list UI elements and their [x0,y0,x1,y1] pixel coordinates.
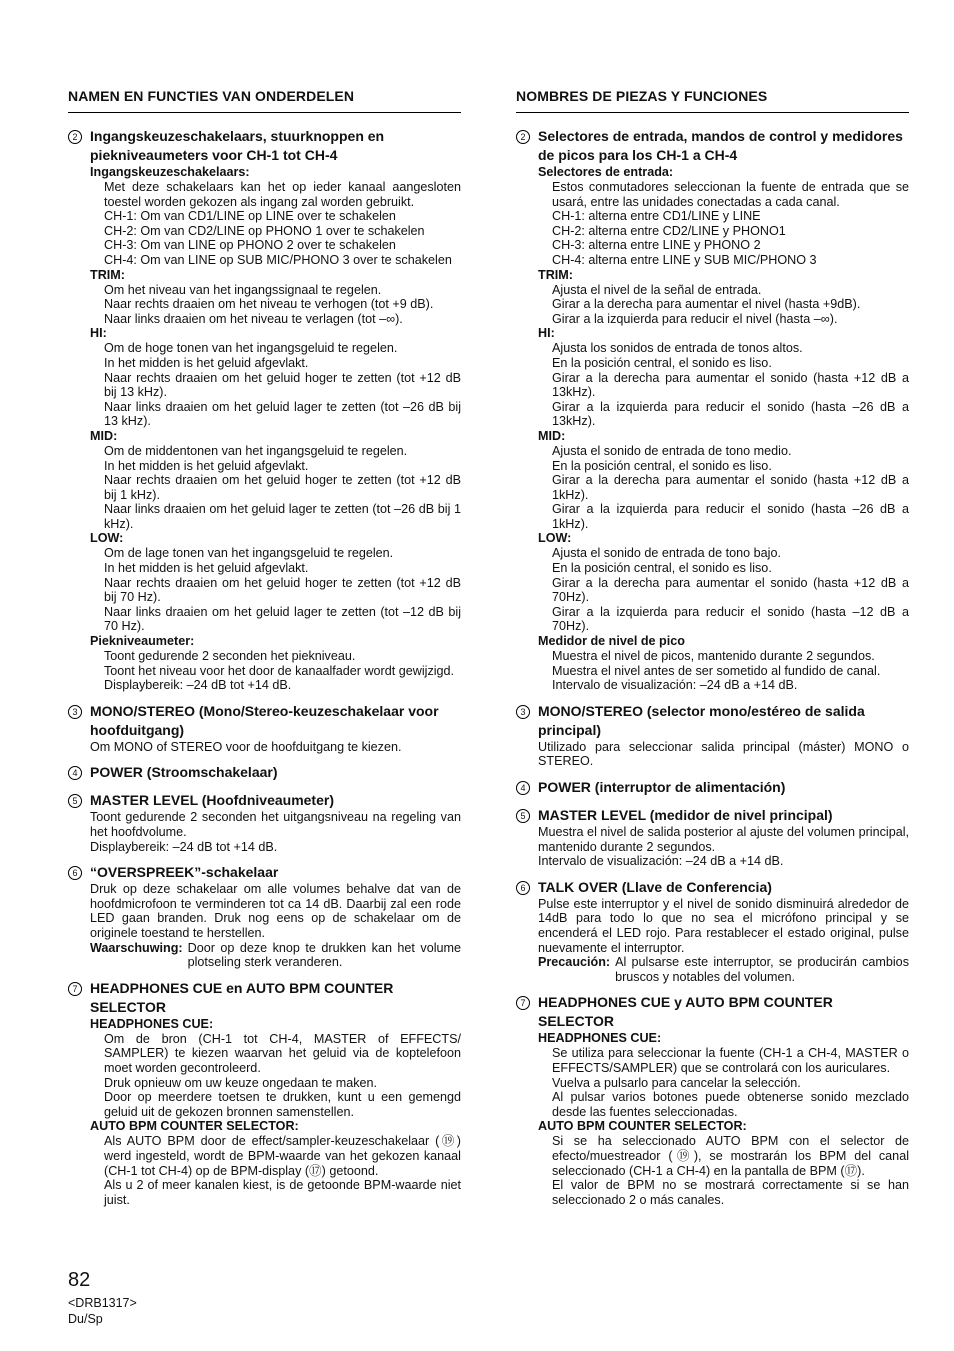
section-body [516,897,909,985]
section-2 [68,127,461,693]
section-6 [68,863,461,970]
description-line: Door op meerdere toetsen te drukken, kunt u een gemengd geluid uit de gekozen bronnen samenstellen. [104,1090,461,1119]
section-title: POWER (interruptor de alimentación) [538,779,786,795]
section-body [68,740,461,755]
description-line: Girar a la derecha para aumentar el sonido (hasta +12 dB a 70Hz). [552,575,909,605]
description-line: Displaybereik: –24 dB tot +14 dB. [90,839,278,854]
description-line: Ajusta los sonidos de entrada de tonos altos. [552,341,803,356]
right-column [516,88,909,1216]
warning-label: Precaución: [538,955,611,970]
description-line: CH-4: Om van LINE op SUB MIC/PHONO 3 over te schakelen [104,252,452,267]
description-line: Naar links draaien om het geluid lager te zetten (tot –12 dB bij 70 Hz). [104,604,461,634]
description-line: Displaybereik: –24 dB tot +14 dB. [104,678,292,693]
document-code [68,1295,137,1327]
section-4 [68,763,461,782]
section-title: Ingangskeuzeschakelaars, stuurknoppen en piekniveaumeters voor CH-1 tot CH-4 [90,128,385,163]
description-line: CH-1: alterna entre CD1/LINE y LINE [552,209,761,224]
subheading: MID: [90,428,118,443]
description-line: En la posición central, el sonido es liso. [552,355,772,370]
description [90,810,461,854]
subheading: HI: [538,326,555,341]
section-body [68,882,461,970]
warning-note [90,941,461,970]
subheading: HI: [90,326,107,341]
subheading: LOW: [538,531,572,546]
description-line: En la posición central, el sonido es liso. [552,561,772,576]
right-column-title: NOMBRES DE PIEZAS Y FUNCIONES [516,88,909,113]
description-line: El valor de BPM no se mostrará correctamente si se han seleccionado 2 o más canales. [552,1178,909,1207]
description-line: Om de hoge tonen van het ingangsgeluid te regelen. [104,341,398,356]
description-line: Vuelva a pulsarlo para cancelar la selección. [552,1075,801,1090]
section-heading [516,127,909,165]
description [538,341,909,429]
description [538,283,909,327]
description-line: Om MONO of STEREO voor de hoofduitgang te kiezen. [90,739,402,754]
description-line: CH-2: alterna entre CD2/LINE y PHONO1 [552,223,786,238]
page-number: 82 [68,1269,91,1291]
description-line: Intervalo de visualización: –24 dB a +14 dB. [552,678,798,693]
section-number-badge: 6 [516,881,530,895]
section-number-badge: 4 [516,781,530,795]
description [90,444,461,532]
section-body [516,740,909,769]
section-number-badge: 7 [68,982,82,996]
description [90,649,461,693]
section-body [68,810,461,854]
description-line: Girar a la izquierda para reducir el sonido (hasta –26 dB a 1kHz). [552,502,909,531]
description-line: Muestra el nivel antes de ser sometido al fundido de canal. [552,663,881,678]
section-body [68,165,461,693]
description [538,1134,909,1207]
left-sections [68,127,461,1207]
description-line: Ajusta el nivel de la señal de entrada. [552,282,762,297]
description-line: CH-3: alterna entre LINE y PHONO 2 [552,238,761,253]
description-line: Ajusta el sonido de entrada de tono medio. [552,443,792,458]
section-number-badge: 7 [516,996,530,1010]
description [90,1134,461,1207]
description-line: En la posición central, el sonido es liso. [552,458,772,473]
description [90,882,461,940]
section-body [516,165,909,693]
description [538,180,909,268]
description-line: Als u 2 of meer kanalen kiest, is de getoonde BPM-waarde niet juist. [104,1178,461,1207]
description-line: Si se ha seleccionado AUTO BPM con el selector de efecto/muestreador (⑲), se mostrarán los BPM del canal seleccionado (CH-1 a CH-4) en la pantalla de BPM (⑰). [552,1134,909,1178]
section-number-badge: 4 [68,766,82,780]
subheading: Piekniveaumeter: [90,634,195,649]
description-line: Intervalo de visualización: –24 dB a +14 dB. [538,854,784,869]
section-title: MONO/STEREO (selector mono/estéreo de salida principal) [538,702,865,738]
subheading: Selectores de entrada: [538,165,674,179]
description-line: Naar rechts draaien om het geluid hoger te zetten (tot +12 dB bij 1 kHz). [104,473,461,502]
section-heading [68,791,461,810]
warning-text: Door op deze knop te drukken kan het volume plotseling sterk veranderen. [187,940,461,970]
section-7 [516,993,909,1207]
description-line: CH-2: Om van CD2/LINE op PHONO 1 over te schakelen [104,223,425,238]
description [90,180,461,268]
description-line: Naar links draaien om het niveau te verlagen (tot –∞). [104,311,403,326]
subheading: Ingangskeuzeschakelaars: [90,165,250,179]
left-column-title: NAMEN EN FUNCTIES VAN ONDERDELEN [68,88,461,113]
section-title: POWER (Stroomschakelaar) [90,764,278,781]
subheading: TRIM: [538,267,573,282]
section-title: TALK OVER (Llave de Conferencia) [538,878,772,895]
description [90,341,461,429]
section-6 [516,878,909,985]
description [538,740,909,769]
subheading: Medidor de nivel de pico [538,634,685,649]
warning-note [538,955,909,984]
description [90,546,461,634]
section-number-badge: 5 [68,794,82,808]
section-heading [516,778,909,797]
description-line: Girar a la derecha para aumentar el sonido (hasta +12 dB a 1kHz). [552,473,909,502]
section-heading [68,702,461,740]
description-line: Druk opnieuw om uw keuze ongedaan te maken. [104,1075,378,1090]
section-number-badge: 2 [516,130,530,144]
description-line: In het midden is het geluid afgevlakt. [104,561,309,576]
description [538,825,909,869]
description [538,444,909,532]
subheading: HEADPHONES CUE: [538,1031,662,1046]
description-line: Girar a la izquierda para reducir el sonido (hasta –12 dB a 70Hz). [552,604,909,634]
description-line: Girar a la izquierda para reducir el sonido (hasta –26 dB a 13kHz). [552,399,909,429]
section-heading [68,763,461,782]
section-title: MONO/STEREO (Mono/Stereo-keuzeschakelaar voor hoofduitgang) [90,702,439,738]
section-heading [516,878,909,897]
subheading: TRIM: [90,267,125,282]
section-number-badge: 3 [68,705,82,719]
section-heading [516,806,909,825]
description [538,546,909,634]
section-3 [68,702,461,755]
section-body [516,825,909,869]
description-line: Druk op deze schakelaar om alle volumes behalve dat van de hoofdmicrofoon te verminderen tot ca 14 dB. Daarbij zal een rode LED gaan branden. Druk nog eens op de schakelaar om de originele toestand te herstellen. [90,882,461,940]
model-code: <DRB1317> [68,1296,137,1310]
description-line: Girar a la derecha para aumentar el nivel (hasta +9dB). [552,297,861,312]
section-5 [516,806,909,869]
description-line: Om de bron (CH-1 tot CH-4, MASTER of EFFECTS/ SAMPLER) te kiezen waarvan het geluid via de koptelefoon moet worden gecontroleerd. [104,1031,461,1075]
description-line: CH-1: Om van CD1/LINE op LINE over te schakelen [104,209,396,224]
description-line: Toont gedurende 2 seconden het uitgangsniveau na regeling van het hoofdvolume. [90,810,461,839]
description-line: Girar a la derecha para aumentar el sonido (hasta +12 dB a 13kHz). [552,370,909,400]
section-body [516,1031,909,1207]
description-line: Se utiliza para seleccionar la fuente (CH-1 a CH-4, MASTER o EFFECTS/SAMPLER) que se controlará con los auriculares. [552,1046,909,1075]
section-title: Selectores de entrada, mandos de control y medidores de picos para los CH-1 a CH-4 [538,128,903,163]
left-column [68,88,461,1216]
section-title: HEADPHONES CUE y AUTO BPM COUNTER SELECTOR [538,994,833,1030]
subheading: AUTO BPM COUNTER SELECTOR: [538,1119,747,1134]
section-2 [516,127,909,693]
description [90,1032,461,1120]
section-number-badge: 3 [516,705,530,719]
section-title: MASTER LEVEL (Hoofdniveaumeter) [90,792,334,809]
description-line: Naar rechts draaien om het geluid hoger te zetten (tot +12 dB bij 13 kHz). [104,370,461,400]
description-line: Muestra el nivel de salida posterior al ajuste del volumen principal, mantenido durante 2 segundos. [538,825,909,854]
warning-label: Waarschuwing: [90,940,183,955]
section-number-badge: 2 [68,130,82,144]
description-line: Om de lage tonen van het ingangsgeluid te regelen. [104,546,394,561]
description-line: In het midden is het geluid afgevlakt. [104,458,309,473]
right-sections [516,127,909,1207]
section-number-badge: 5 [516,809,530,823]
description [538,1046,909,1119]
section-heading [68,863,461,882]
description-line: Ajusta el sonido de entrada de tono bajo. [552,546,781,561]
language-code: Du/Sp [68,1312,103,1326]
section-title: “OVERSPREEK”-schakelaar [90,864,279,881]
section-heading [68,127,461,165]
section-7 [68,979,461,1208]
section-body [68,1017,461,1208]
description-line: Toont gedurende 2 seconden het piekniveau. [104,649,356,664]
description-line: Naar rechts draaien om het niveau te verhogen (tot +9 dB). [104,297,434,312]
description-line: Naar rechts draaien om het geluid hoger te zetten (tot +12 dB bij 70 Hz). [104,575,461,605]
description-line: Toont het niveau voor het door de kanaalfader wordt gewijzigd. [104,663,455,678]
description-line: Als AUTO BPM door de effect/sampler-keuzeschakelaar (⑲) werd ingesteld, wordt de BPM-waarde van het gekozen kanaal (CH-1 tot CH-4) op de BPM-display (⑰) getoond. [104,1134,461,1178]
description [90,283,461,327]
description [538,649,909,693]
section-title: HEADPHONES CUE en AUTO BPM COUNTER SELECTOR [90,979,394,1015]
section-heading [68,979,461,1017]
section-heading [516,702,909,740]
section-heading [516,993,909,1031]
section-4 [516,778,909,797]
section-number-badge: 6 [68,866,82,880]
subheading: MID: [538,428,566,443]
description-line: CH-3: Om van LINE op PHONO 2 over te schakelen [104,238,396,253]
section-5 [68,791,461,854]
description [538,897,909,955]
description-line: Om het niveau van het ingangssignaal te regelen. [104,282,382,297]
warning-text: Al pulsarse este interruptor, se producirán cambios bruscos y notables del volumen. [615,955,909,984]
section-title: MASTER LEVEL (medidor de nivel principal) [538,807,833,823]
description-line: In het midden is het geluid afgevlakt. [104,355,309,370]
description-line: Utilizado para seleccionar salida principal (máster) MONO o STEREO. [538,739,909,769]
subheading: LOW: [90,531,124,546]
description-line: Naar links draaien om het geluid lager te zetten (tot –26 dB bij 1 kHz). [104,502,461,531]
description [90,740,461,755]
description-line: Naar links draaien om het geluid lager te zetten (tot –26 dB bij 13 kHz). [104,399,461,429]
description-line: Al pulsar varios botones puede obtenerse sonido mezclado desde las fuentes seleccionadas. [552,1090,909,1119]
description-line: Muestra el nivel de picos, mantenido durante 2 segundos. [552,649,875,664]
subheading: HEADPHONES CUE: [90,1016,214,1031]
description-line: Met deze schakelaars kan het op ieder kanaal aangesloten toestel worden gekozen als ingang zal worden gebruikt. [104,180,461,209]
description-line: Pulse este interruptor y el nivel de sonido disminuirá alrededor de 14dB para todo lo que no sea el micrófono principal y se encenderá el LED rojo. Para restablecer el estado original, pulse nuevamente el interruptor. [538,896,909,955]
subheading: AUTO BPM COUNTER SELECTOR: [90,1119,299,1134]
section-3 [516,702,909,769]
description-line: Estos conmutadores seleccionan la fuente de entrada que se usará, entre las unidades conectadas a cada canal. [552,180,909,209]
description-line: Girar a la izquierda para reducir el nivel (hasta –∞). [552,311,838,326]
description-line: CH-4: alterna entre LINE y SUB MIC/PHONO 3 [552,252,817,267]
description-line: Om de middentonen van het ingangsgeluid te regelen. [104,443,408,458]
